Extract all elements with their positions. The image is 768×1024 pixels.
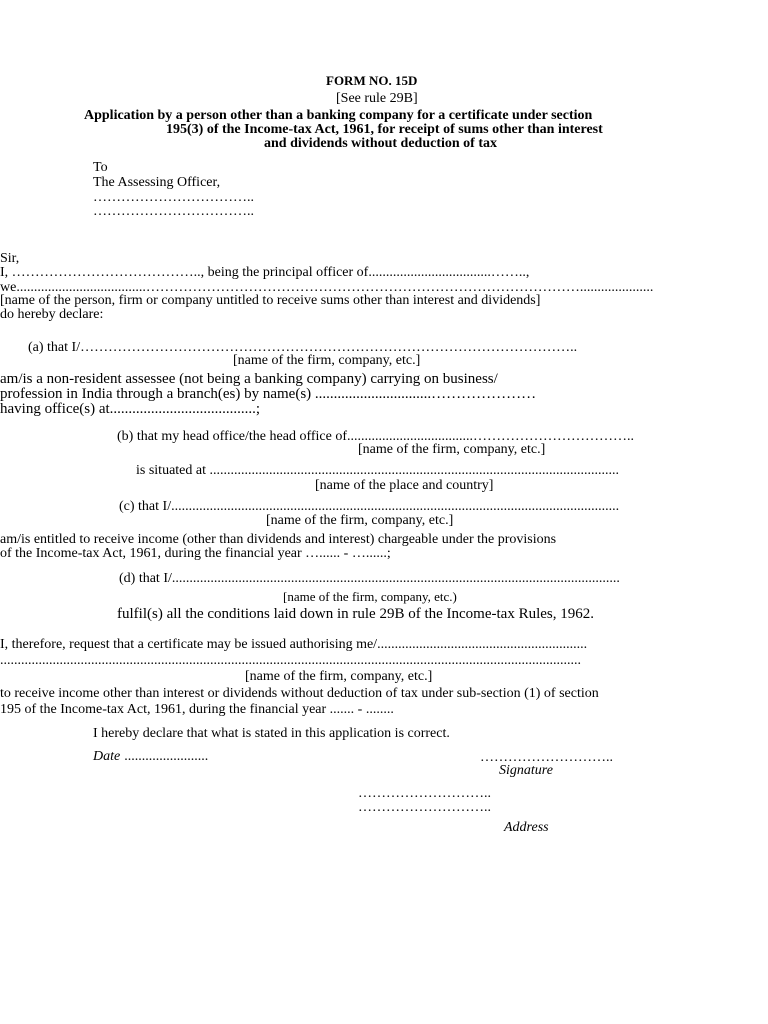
address-label: Address xyxy=(504,820,549,835)
clause-a-text-line-1: am/is a non-resident assessee (not being a banking company) carrying on business/ xyxy=(0,371,498,387)
addressee-officer: The Assessing Officer, xyxy=(93,175,221,190)
rule-reference: [See rule 29B] xyxy=(336,91,418,106)
clause-c-text-line-1: am/is entitled to receive income (other than dividends and interest) chargeable under the provisions xyxy=(0,532,557,547)
clause-a-caption: [name of the firm, company, etc.] xyxy=(233,353,421,368)
form-heading-line-3: and dividends without deduction of tax xyxy=(264,136,498,151)
date-blank: ........................ xyxy=(124,749,209,764)
addressee-blank-line: …………………………….. xyxy=(93,204,254,219)
request-caption: [name of the firm, company, etc.] xyxy=(245,669,433,684)
clause-c-line: (c) that I/................................................................................................................................ xyxy=(119,499,620,514)
declare-text: do hereby declare: xyxy=(0,307,104,322)
form-title: FORM NO. 15D xyxy=(326,73,418,88)
salutation: Sir, xyxy=(0,251,20,266)
clause-b-situated-line: is situated at ..................................................................................................................... xyxy=(136,463,619,478)
clause-a-text-line-2: profession in India through a branch(es) by name(s) ...............................………………… xyxy=(0,386,537,402)
clause-b-place-caption: [name of the place and country] xyxy=(315,478,494,493)
clause-a-line: (a) that I/…………………………………………………………………………………………….. xyxy=(28,340,578,355)
form-heading-line-2: 195(3) of the Income-tax Act, 1961, for receipt of sums other than interest xyxy=(166,122,603,137)
address-blank-line: ……………………….. xyxy=(358,786,491,801)
request-text-line-2: 195 of the Income-tax Act, 1961, during the financial year ....... - ........ xyxy=(0,702,394,717)
address-blank-line: ……………………….. xyxy=(358,800,491,815)
signature-blank: ……………………….. xyxy=(480,750,613,765)
addressee-to: To xyxy=(93,160,108,175)
declarant-entity-caption: [name of the person, firm or company untitled to receive sums other than interest and dividends] xyxy=(0,293,541,308)
clause-c-caption: [name of the firm, company, etc.] xyxy=(266,513,454,528)
clause-c-text-line-2: of the Income-tax Act, 1961, during the financial year …...... - …......; xyxy=(0,546,391,561)
clause-b-caption: [name of the firm, company, etc.] xyxy=(358,442,546,457)
signature-label: Signature xyxy=(499,763,553,778)
clause-b-line: (b) that my head office/the head office of....................................…………………………….. xyxy=(117,429,634,444)
clause-a-text-line-3: having office(s) at.......................................; xyxy=(0,401,261,417)
form-heading-line-1: Application by a person other than a banking company for a certificate under section xyxy=(84,108,593,123)
request-text-line-1: to receive income other than interest or dividends without deduction of tax under sub-section (1) of section xyxy=(0,686,599,701)
clause-d-line: (d) that I/................................................................................................................................ xyxy=(119,571,620,586)
addressee-blank-line: …………………………….. xyxy=(93,190,254,205)
declarant-entity-line: we.....................................…………………………………………………………………………………..................... xyxy=(0,280,654,295)
date-field xyxy=(93,750,208,764)
clause-d-text: fulfil(s) all the conditions laid down in rule 29B of the Income-tax Rules, 1962. xyxy=(117,606,594,622)
declarant-officer-line: I, ………………………………….., being the principal officer of...................................…….., xyxy=(0,265,530,280)
declaration-text: I hereby declare that what is stated in this application is correct. xyxy=(93,726,450,741)
date-label: Date xyxy=(93,749,121,764)
request-line: I, therefore, request that a certificate may be issued authorising me/............................................................ xyxy=(0,637,588,652)
clause-d-caption: [name of the firm, company, etc.) xyxy=(283,589,457,604)
request-blank-line: ...................................................................................................................................................................... xyxy=(0,653,581,668)
